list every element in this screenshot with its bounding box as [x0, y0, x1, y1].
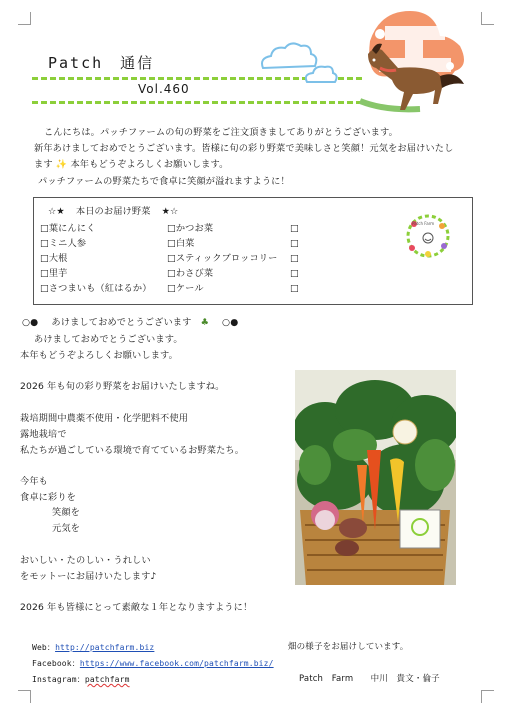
cloud-decoration [255, 40, 345, 90]
delivery-item-label: さつまいも（紅はるか） [48, 283, 152, 294]
delivery-heading-text: 本日のお届け野菜 [75, 206, 151, 217]
volume-number: Vol.460 [138, 82, 190, 96]
delivery-list-box [33, 197, 473, 305]
body-line: おいしい・たのしい・うれしい [20, 555, 151, 566]
delivery-item [40, 267, 68, 280]
checkbox-icon: □ [167, 253, 176, 264]
intro-line-3-start: ます [34, 159, 53, 170]
section-heading [22, 316, 238, 329]
checkbox-icon: □ [40, 268, 49, 279]
header-divider-bottom [32, 101, 362, 104]
body-line: 私たちが過ごしている環境で育てているお野菜たち。 [20, 445, 245, 456]
body-line: 2026 年も旬の彩り野菜をお届けいたしますね。 [20, 381, 225, 392]
facebook-line [32, 657, 274, 670]
checkbox-icon: □ [290, 253, 299, 264]
photo-caption: 畑の様子をお届けしています。 [288, 642, 409, 652]
body-line: 笑顔を [52, 507, 81, 518]
body-line: 露地栽培で [20, 429, 67, 440]
facebook-link[interactable]: https://www.facebook.com/patchfarm.biz/ [79, 659, 274, 668]
delivery-item-label: かつお菜 [175, 223, 214, 234]
web-link[interactable]: http://patchfarm.biz [55, 643, 155, 652]
delivery-item [40, 237, 86, 250]
delivery-item-label: 里芋 [48, 268, 68, 279]
checkbox-icon: □ [290, 238, 299, 249]
circle-icon: ○● [222, 317, 239, 328]
intro-line-1: こんにちは。パッチファームの旬の野菜をご注文頂きましてありがとうございます。 [44, 127, 398, 138]
logo-text: Patch Farm [412, 221, 435, 226]
delivery-heading [48, 205, 178, 218]
intro-line-3 [34, 158, 228, 171]
web-label: Web： [32, 643, 56, 652]
delivery-item [167, 252, 277, 265]
seedling-icon: ♣ [200, 317, 209, 328]
section-heading-text: あけましておめでとうございます [51, 317, 192, 328]
delivery-item [40, 252, 68, 265]
body-line: 本年もどうぞよろしくお願いします。 [20, 350, 179, 361]
body-line: 食卓に彩りを [20, 492, 77, 503]
web-line [32, 641, 154, 654]
star-icon: ☆★ [48, 206, 65, 217]
body-line: をモットーにお届けいたします♪ [20, 571, 157, 582]
checkbox-icon: □ [290, 223, 299, 234]
body-line: 今年も [20, 476, 49, 487]
body-line: あけましておめでとうございます。 [34, 334, 183, 345]
delivery-item-label: ケール [175, 283, 204, 294]
delivery-item-label: 大根 [48, 253, 68, 264]
crop-mark-bl [18, 690, 31, 703]
intro-line-2: 新年あけましておめでとうございます。皆様に旬の彩り野菜で美味しさと笑顔！元気をお届けいたし [34, 143, 454, 154]
delivery-item-label: ミニ人参 [48, 238, 87, 249]
signature: Patch Farm 中川 貴文・倫子 [299, 674, 440, 684]
body-line: 元気を [52, 523, 81, 534]
body-line: 栽培期間中農薬不使用・化学肥料不使用 [20, 413, 189, 424]
delivery-item [167, 267, 213, 280]
checkbox-icon: □ [290, 268, 299, 279]
checkbox-icon: □ [40, 253, 49, 264]
crop-mark-br [481, 690, 494, 703]
body-line: 2026 年も皆様にとって素敵な１年となりますように！ [20, 602, 253, 613]
checkbox-icon: □ [40, 238, 49, 249]
crop-mark-tr [481, 12, 494, 25]
instagram-line [32, 673, 130, 686]
checkbox-icon: □ [40, 283, 49, 294]
intro-line-3-end: 本年もどうぞよろしくお願いします。 [70, 159, 229, 170]
delivery-item-label: 葉にんにく [48, 223, 96, 234]
delivery-item-label: わさび菜 [175, 268, 214, 279]
instagram-handle[interactable]: patchfarm [84, 675, 130, 684]
delivery-item-label: 白菜 [175, 238, 195, 249]
checkbox-icon: □ [167, 283, 176, 294]
delivery-item [40, 222, 96, 235]
sparkle-icon: ✨ [55, 159, 68, 170]
intro-line-4: パッチファームの野菜たちで食卓に笑顔が溢れますように！ [38, 176, 290, 187]
crop-mark-tl [18, 12, 31, 25]
star-icon: ★☆ [161, 206, 179, 217]
delivery-item-label: スティックブロッコリー [175, 253, 278, 264]
checkbox-icon: □ [167, 223, 176, 234]
horse-illustration [350, 6, 475, 121]
delivery-item [167, 237, 195, 250]
delivery-item [167, 282, 204, 295]
delivery-item [40, 282, 152, 295]
facebook-label: Facebook： [32, 659, 80, 668]
delivery-item [167, 222, 213, 235]
checkbox-icon: □ [167, 238, 176, 249]
checkbox-icon: □ [167, 268, 176, 279]
vegetable-basket-photo [295, 370, 456, 585]
page-title: Patch 通信 [48, 54, 155, 72]
circle-icon: ○● [22, 317, 39, 328]
checkbox-icon: □ [290, 283, 299, 294]
checkbox-icon: □ [40, 223, 49, 234]
instagram-label: Instagram： [32, 675, 85, 684]
patch-farm-logo [404, 212, 452, 264]
